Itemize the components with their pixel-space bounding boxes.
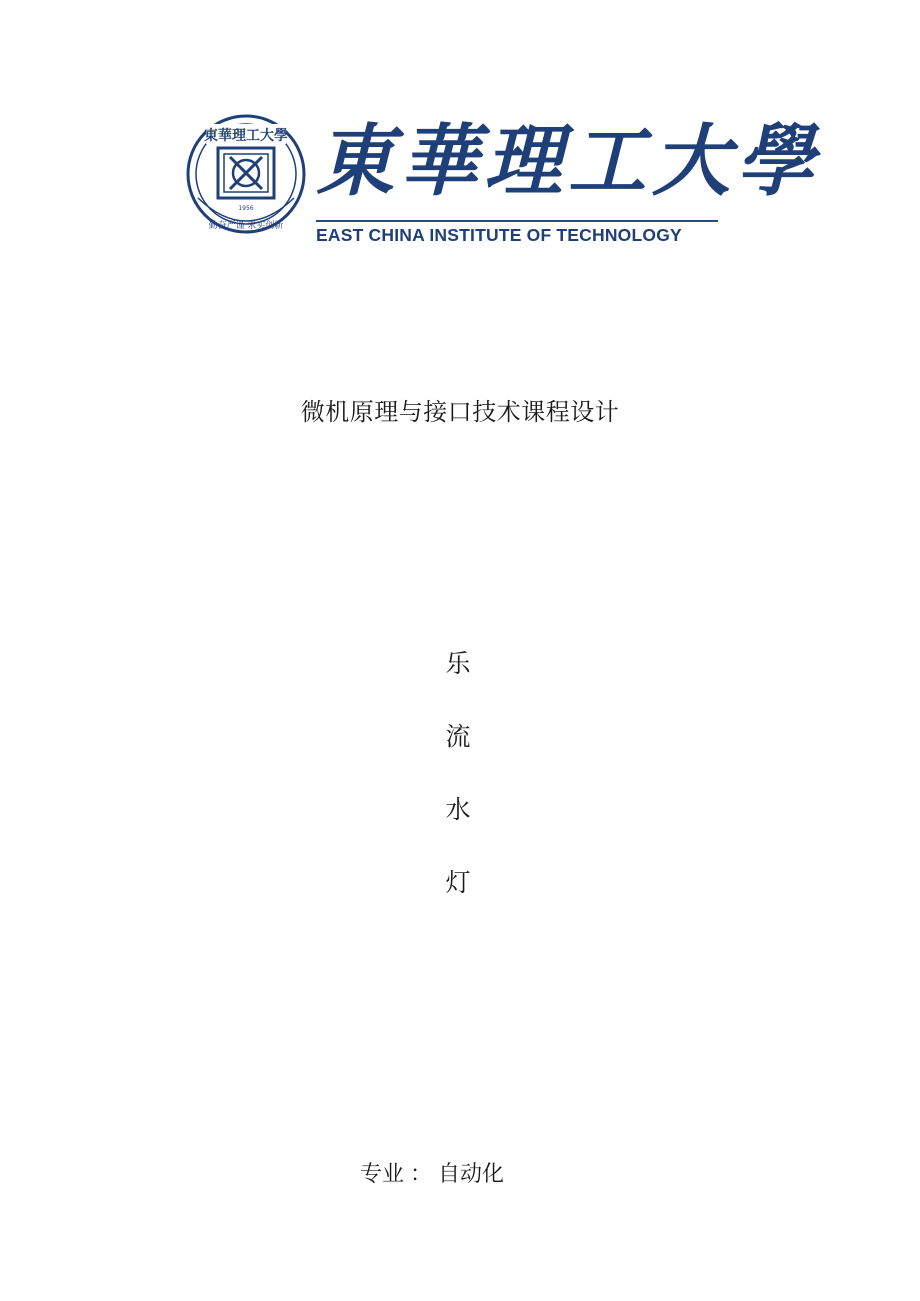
university-seal-icon <box>184 112 308 236</box>
course-title: 微机原理与接口技术课程设计 <box>300 398 620 426</box>
major-label: 专业 <box>360 1162 405 1187</box>
university-logo <box>184 112 821 252</box>
project-title-char: 乐 <box>445 649 471 678</box>
svg-text:東華理工大學: 東華理工大學 <box>204 128 288 144</box>
svg-text:勤奋严谨 求实创新: 勤奋严谨 求实创新 <box>208 221 284 231</box>
project-title-char: 流 <box>445 722 471 751</box>
university-name-cn-text: 東華理工大學 <box>316 116 821 207</box>
major-separator: ： <box>410 1162 433 1187</box>
project-title-vertical <box>436 644 480 936</box>
university-name-chinese <box>316 112 821 212</box>
major-field <box>360 1157 504 1188</box>
svg-text:1956: 1956 <box>238 205 254 212</box>
major-value: 自动化 <box>438 1162 505 1187</box>
logo-divider <box>316 220 718 222</box>
project-title-char: 水 <box>445 795 471 824</box>
university-name-english: EAST CHINA INSTITUTE OF TECHNOLOGY <box>316 225 682 245</box>
project-title-char: 灯 <box>445 868 471 897</box>
